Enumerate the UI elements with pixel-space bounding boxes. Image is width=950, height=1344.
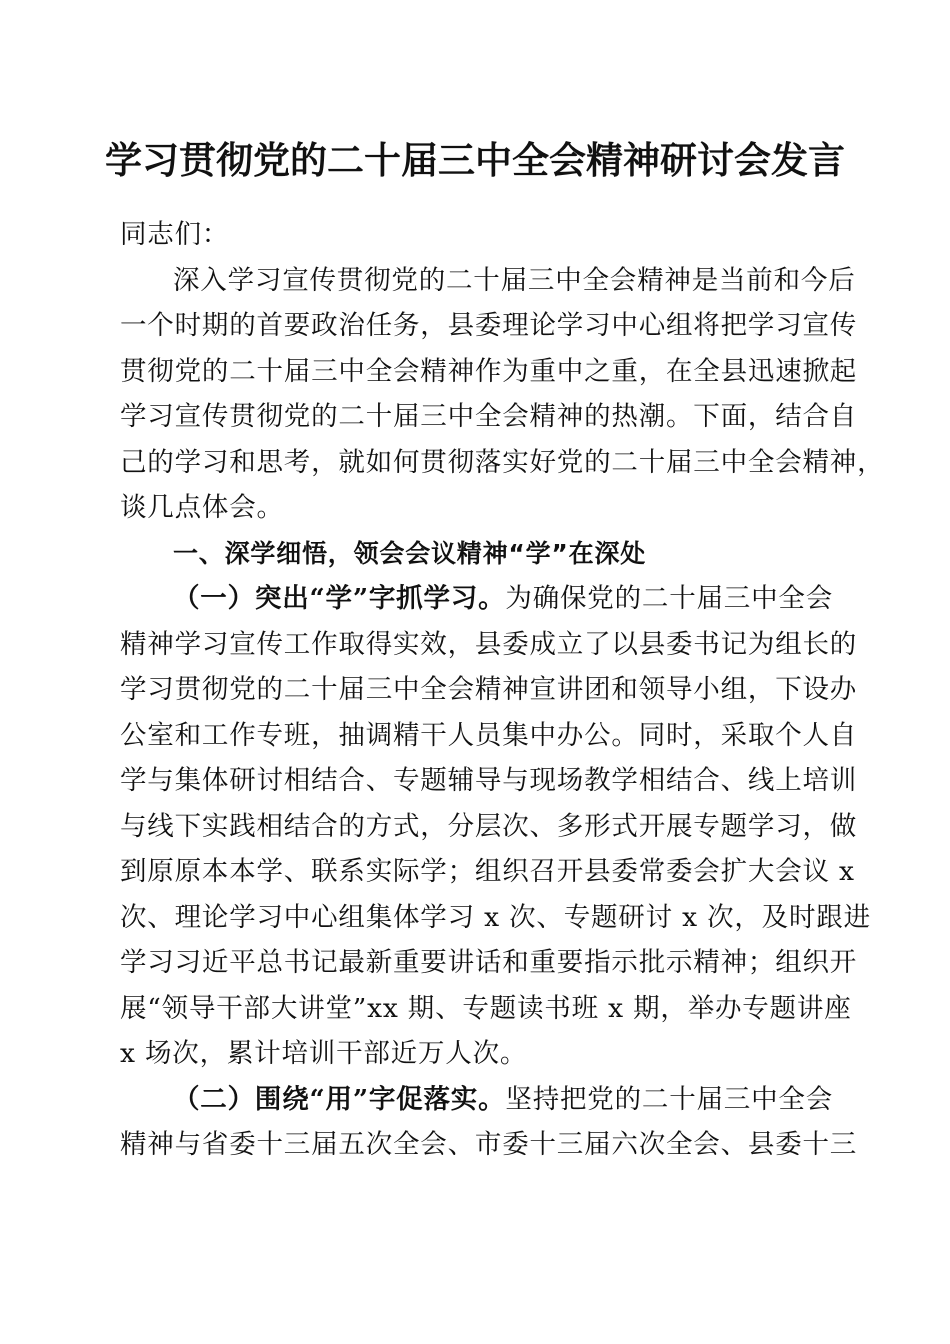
intro-paragraph: [120, 258, 885, 531]
section-heading: 一、深学细悟，领会会议精神“学”在深处: [173, 538, 647, 568]
paragraph-line: [120, 1077, 832, 1123]
paragraph-text: 坚持把党的二十届三中全会: [505, 1083, 833, 1115]
subsection-lead: （一）突出“学”字抓学习。: [173, 583, 506, 614]
salutation: 同志们：: [120, 219, 230, 250]
paragraph-line: 贯彻党的二十届三中全会精神作为重中之重，在全县迅速掀起: [120, 355, 858, 387]
subsection-paragraph: [120, 1077, 858, 1168]
subsection-paragraph: [120, 576, 871, 1077]
paragraph-line: [120, 576, 832, 622]
paragraph-line: 己的学习和思考，就如何贯彻落实好党的二十届三中全会精神，: [120, 446, 885, 478]
paragraph-line: 学习贯彻党的二十届三中全会精神宣讲团和领导小组，下设办: [120, 674, 858, 705]
paragraph-line: 展“领导干部大讲堂”xx 期、专题读书班 x 期，举办专题讲座: [120, 992, 852, 1024]
paragraph-line: 深入学习宣传贯彻党的二十届三中全会精神是当前和今后: [173, 264, 856, 296]
paragraph-line: 谈几点体会。: [120, 492, 284, 523]
document-body: [120, 212, 885, 1168]
paragraph-line: 与线下实践相结合的方式，分层次、多形式开展专题学习，做: [120, 810, 858, 842]
subsection-lead: （二）围绕“用”字促落实。: [173, 1083, 506, 1115]
paragraph-line: 精神学习宣传工作取得实效，县委成立了以县委书记为组长的: [120, 628, 858, 660]
paragraph-line: 次、理论学习中心组集体学习 x 次、专题研讨 x 次，及时跟进: [120, 901, 871, 933]
paragraph-line: 学习宣传贯彻党的二十届三中全会精神的热潮。下面，结合自: [120, 401, 858, 432]
paragraph-line: x 场次，累计培训干部近万人次。: [120, 1038, 528, 1069]
document-title: 学习贯彻党的二十届三中全会精神研讨会发言: [105, 138, 845, 182]
paragraph-line: 学习习近平总书记最新重要讲话和重要指示批示精神；组织开: [120, 947, 858, 978]
paragraph-line: 到原原本本学、联系实际学；组织召开县委常委会扩大会议 x: [120, 856, 855, 887]
paragraph-line: 一个时期的首要政治任务，县委理论学习中心组将把学习宣传: [120, 310, 858, 341]
paragraph-line: 精神与省委十三届五次全会、市委十三届六次全会、县委十三: [120, 1129, 858, 1160]
paragraph-text: 为确保党的二十届三中全会: [505, 583, 833, 614]
paragraph-line: 学与集体研讨相结合、专题辅导与现场教学相结合、线上培训: [120, 765, 858, 796]
paragraph-line: 公室和工作专班，抽调精干人员集中办公。同时，采取个人自: [120, 719, 858, 751]
